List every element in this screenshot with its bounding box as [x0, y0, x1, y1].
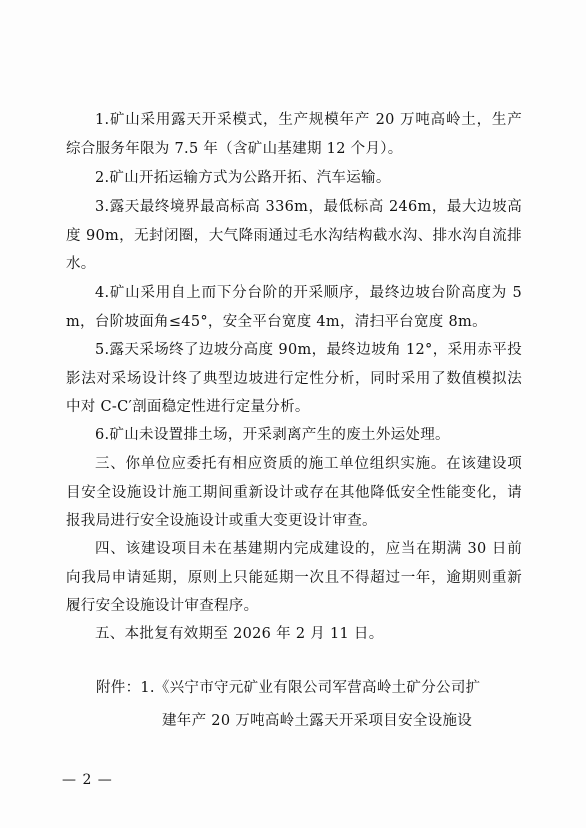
- paragraph-1: 1.矿山采用露天开采模式，生产规模年产 20 万吨高岭土，生产综合服务年限为 7.5 年（含矿山基建期 12 个月）。: [66, 112, 522, 157]
- page-number: — 2 —: [62, 772, 113, 788]
- attachment-label-line: 附件：1.《兴宁市守元矿业有限公司军营高岭土矿分公司扩: [96, 680, 481, 696]
- paragraph-5: 5.露天采场终了边坡分高度 90m，最终边坡角 12°，采用赤平投影法对采场设计终了典型边坡进行定性分析，同时采用了数值模拟法中对 C-C′剖面稳定性进行定量分析。: [66, 342, 522, 415]
- attachment-continuation: 建年产 20 万吨高岭土露天开采项目安全设施设: [162, 713, 473, 729]
- paragraph-section-3: 三、你单位应委托有相应资质的施工单位组织实施。在该建设项目安全设施设计施工期间重新设计或存在其他降低安全性能变化，请报我局进行安全设施设计或重大变更设计审查。: [66, 456, 522, 529]
- paragraph-6: 6.矿山未设置排土场，开采剥离产生的废土外运处理。: [95, 427, 450, 443]
- paragraph-2: 2.矿山开拓运输方式为公路开拓、汽车运输。: [95, 170, 391, 186]
- paragraph-4: 4.矿山采用自上而下分台阶的开采顺序，最终边坡台阶高度为 5m，台阶坡面角≤45°，安全平台宽度 4m，清扫平台宽度 8m。: [66, 285, 522, 330]
- attachment-block: [96, 672, 522, 738]
- paragraph-section-4: 四、该建设项目未在基建期内完成建设的，应当在期满 30 日前向我局申请延期，原则上只能延期一次且不得超过一年，逾期则重新履行安全设施设计审查程序。: [66, 541, 522, 614]
- paragraph-section-5: 五、本批复有效期至 2026 年 2 月 11 日。: [95, 626, 384, 642]
- paragraph-3: 3.露天最终境界最高标高 336m，最低标高 246m，最大边坡高度 90m，无封闭圈，大气降雨通过毛水沟结构截水沟、排水沟自流排水。: [66, 199, 522, 272]
